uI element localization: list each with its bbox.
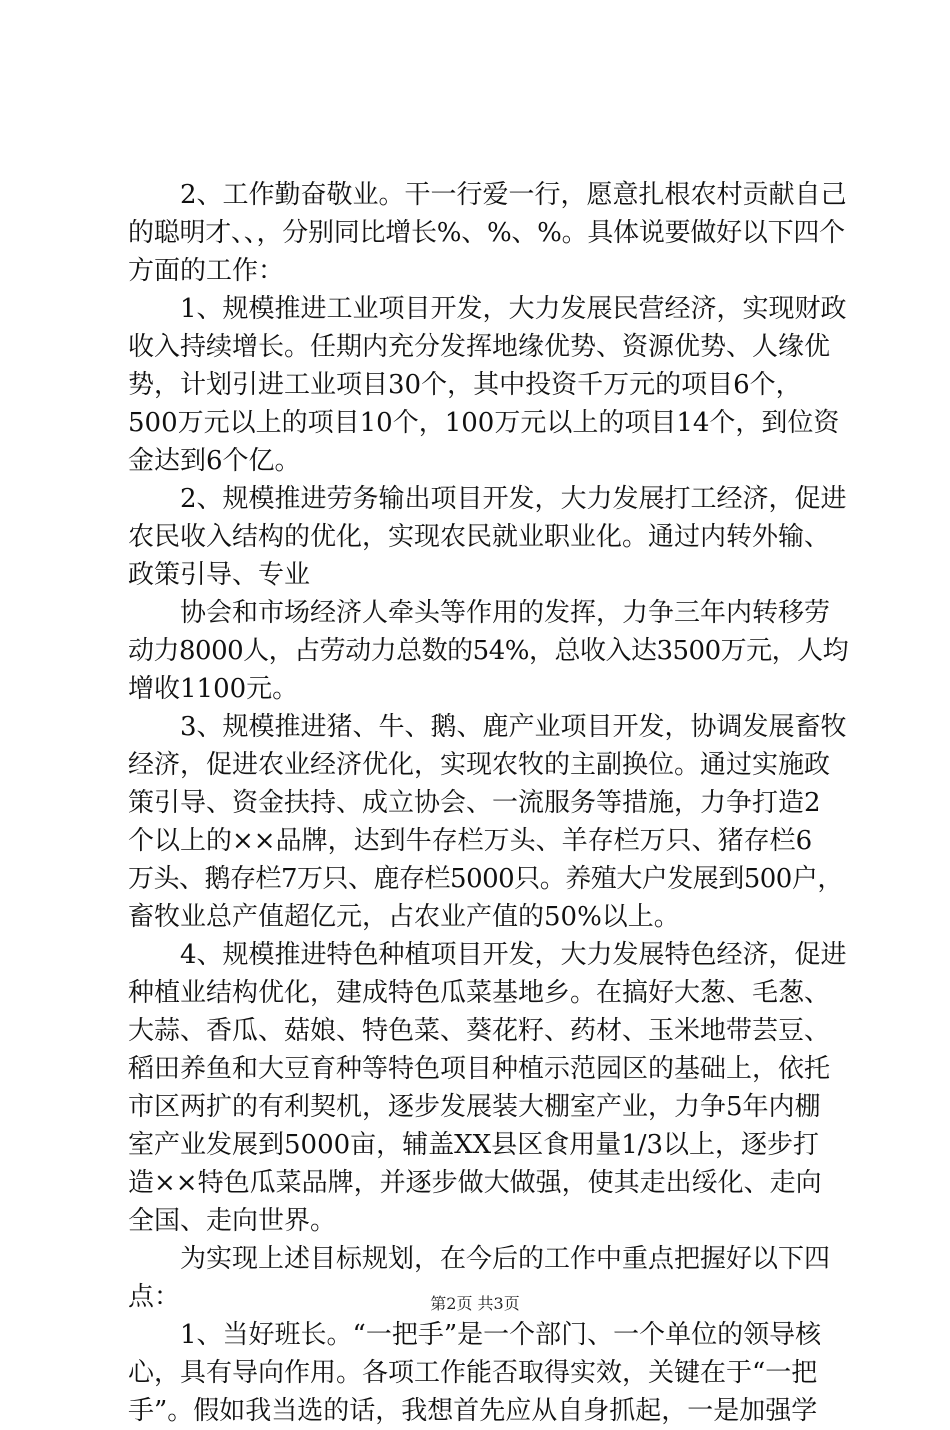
text-line: 政策引导、专业 — [128, 560, 311, 590]
text-line: 势，计划引进工业项目30个，其中投资千万元的项目6个， — [128, 370, 802, 400]
text-line: 畜牧业总产值超亿元，占农业产值的50%以上。 — [128, 902, 680, 932]
text-line: 协会和市场经济人牵头等作用的发挥，力争三年内转移劳 — [180, 598, 831, 628]
text-line: 万头、鹅存栏7万只、鹿存栏5000只。养殖大户发展到500户， — [128, 864, 843, 894]
text-line: 为实现上述目标规划，在今后的工作中重点把握好以下四 — [180, 1244, 831, 1274]
text-line: 农民收入结构的优化，实现农民就业职业化。通过内转外输、 — [128, 522, 831, 552]
text-line: 策引导、资金扶持、成立协会、一流服务等措施，力争打造2 — [128, 788, 821, 818]
document-body — [128, 176, 848, 1430]
text-line: 1、规模推进工业项目开发，大力发展民营经济，实现财政 — [180, 294, 847, 324]
text-line: 点： — [128, 1282, 181, 1312]
text-line: 稻田养鱼和大豆育种等特色项目种植示范园区的基础上，依托 — [128, 1054, 831, 1084]
text-line: 2、规模推进劳务输出项目开发，大力发展打工经济，促进 — [180, 484, 847, 514]
text-line: 心，具有导向作用。各项工作能否取得实效，关键在于“一把 — [128, 1358, 818, 1388]
text-line: 4、规模推进特色种植项目开发，大力发展特色经济，促进 — [180, 940, 847, 970]
text-line: 1、当好班长。“一把手”是一个部门、一个单位的领导核 — [180, 1320, 822, 1350]
text-line: 动力8000人，占劳动力总数的54%，总收入达3500万元，人均 — [128, 636, 849, 666]
text-line: 种植业结构优化，建成特色瓜菜基地乡。在搞好大葱、毛葱、 — [128, 978, 831, 1008]
text-line: 市区两扩的有利契机，逐步发展装大棚室产业，力争5年内棚 — [128, 1092, 821, 1122]
text-line: 室产业发展到5000亩，辅盖XX县区食用量1/3以上，逐步打 — [128, 1130, 820, 1160]
text-line: 增收1100元。 — [128, 674, 299, 704]
text-line: 个以上的××品牌，达到牛存栏万头、羊存栏万只、猪存栏6 — [128, 826, 813, 856]
text-line: 经济，促进农业经济优化，实现农牧的主副换位。通过实施政 — [128, 750, 831, 780]
text-line: 大蒜、香瓜、菇娘、特色菜、葵花籽、药材、玉米地带芸豆、 — [128, 1016, 831, 1046]
text-line: 方面的工作： — [128, 256, 285, 286]
text-line: 全国、走向世界。 — [128, 1206, 337, 1236]
text-line: 造××特色瓜菜品牌，并逐步做大做强，使其走出绥化、走向 — [128, 1168, 822, 1198]
text-line: 的聪明才、、，分别同比增长%、%、%。具体说要做好以下四个 — [128, 218, 845, 248]
text-line: 500万元以上的项目10个，100万元以上的项目14个，到位资 — [128, 408, 840, 438]
text-line: 收入持续增长。任期内充分发挥地缘优势、资源优势、人缘优 — [128, 332, 831, 362]
text-line: 金达到6个亿。 — [128, 446, 301, 476]
text-line: 手”。假如我当选的话，我想首先应从自身抓起，一是加强学 — [128, 1396, 818, 1426]
page-footer: 第2页 共3页 — [430, 1294, 520, 1313]
text-line: 3、规模推进猪、牛、鹅、鹿产业项目开发，协调发展畜牧 — [180, 712, 847, 742]
text-line: 2、工作勤奋敬业。干一行爱一行，愿意扎根农村贡献自己 — [180, 180, 847, 210]
